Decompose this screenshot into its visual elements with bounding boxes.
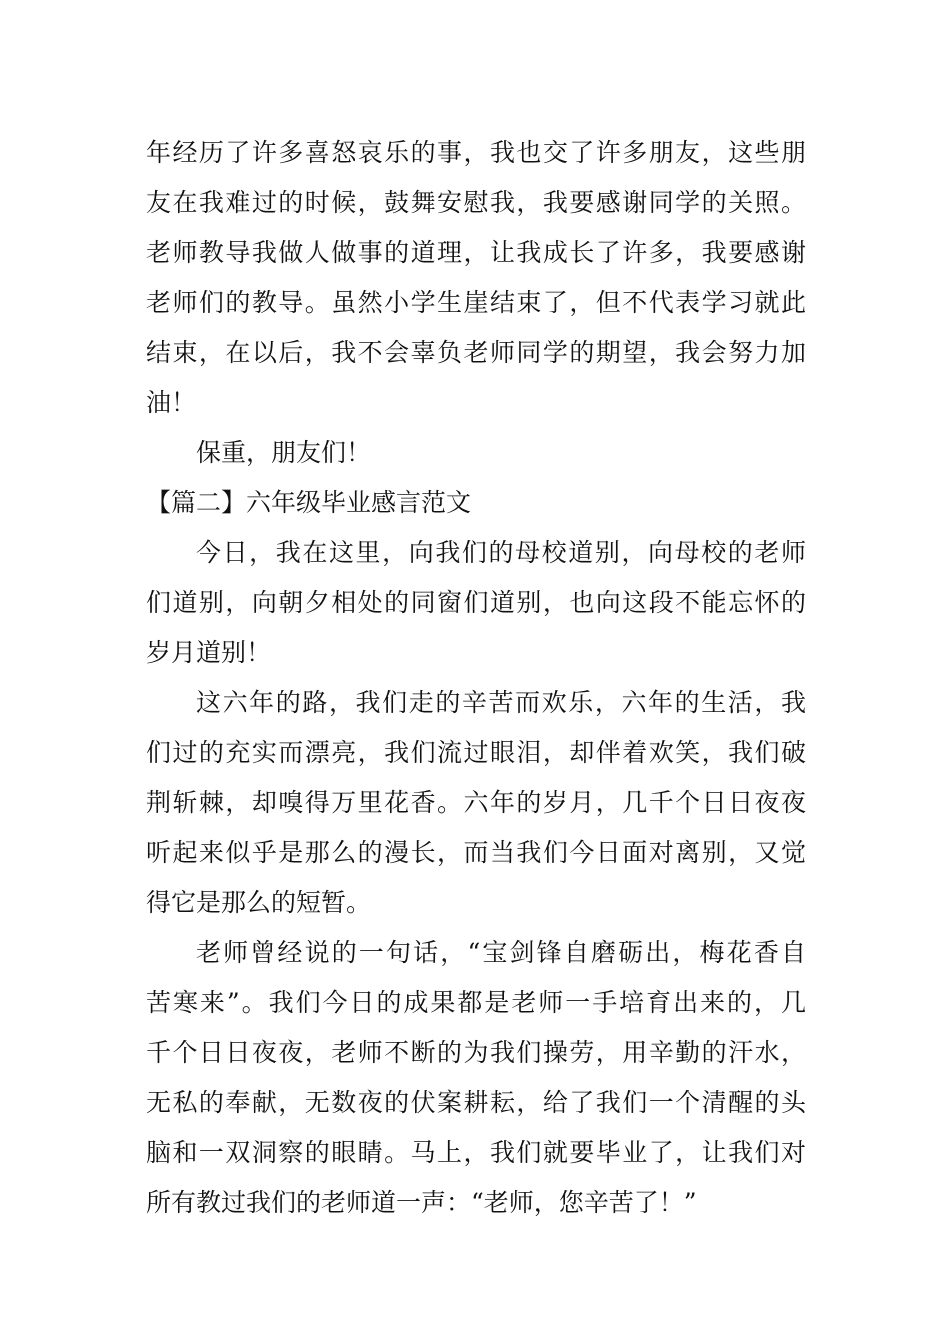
text-line: 今日，我在这里，向我们的母校道别，向母校的老师 bbox=[196, 538, 806, 567]
text-line: 岁月道别！ bbox=[146, 638, 272, 667]
text-line: 结束，在以后，我不会辜负老师同学的期望，我会努力加 bbox=[146, 338, 806, 367]
text-line: 听起来似乎是那么的漫长，而当我们今日面对离别，又觉 bbox=[146, 838, 806, 867]
text-line: 们过的充实而漂亮，我们流过眼泪，却伴着欢笑，我们破 bbox=[146, 738, 806, 767]
text-line: 苦寒来”。我们今日的成果都是老师一手培育出来的，几 bbox=[146, 988, 806, 1017]
document-body bbox=[146, 128, 806, 1228]
section-heading: 【篇二】六年级毕业感言范文 bbox=[146, 488, 472, 517]
text-line: 老师们的教导。虽然小学生崖结束了，但不代表学习就此 bbox=[146, 288, 806, 317]
text-line: 友在我难过的时候，鼓舞安慰我，我要感谢同学的关照。 bbox=[146, 188, 806, 217]
text-line: 所有教过我们的老师道一声：“老师，您辛苦了！” bbox=[146, 1188, 697, 1217]
text-line: 得它是那么的短暂。 bbox=[146, 888, 372, 917]
text-line: 年经历了许多喜怒哀乐的事，我也交了许多朋友，这些朋 bbox=[146, 138, 806, 167]
text-line: 荆斩棘，却嗅得万里花香。六年的岁月，几千个日日夜夜 bbox=[146, 788, 806, 817]
text-line: 无私的奉献，无数夜的伏案耕耘，给了我们一个清醒的头 bbox=[146, 1088, 806, 1117]
text-line: 油！ bbox=[146, 388, 197, 417]
text-line: 脑和一双洞察的眼睛。马上，我们就要毕业了，让我们对 bbox=[146, 1138, 806, 1167]
text-line: 老师教导我做人做事的道理，让我成长了许多，我要感谢 bbox=[146, 238, 806, 267]
text-line: 老师曾经说的一句话，“宝剑锋自磨砺出，梅花香自 bbox=[196, 938, 806, 967]
closing-line: 保重，朋友们！ bbox=[196, 438, 372, 467]
text-line: 这六年的路，我们走的辛苦而欢乐，六年的生活，我 bbox=[196, 688, 806, 717]
text-line: 千个日日夜夜，老师不断的为我们操劳，用辛勤的汗水， bbox=[146, 1038, 806, 1067]
text-line: 们道别，向朝夕相处的同窗们道别，也向这段不能忘怀的 bbox=[146, 588, 806, 617]
